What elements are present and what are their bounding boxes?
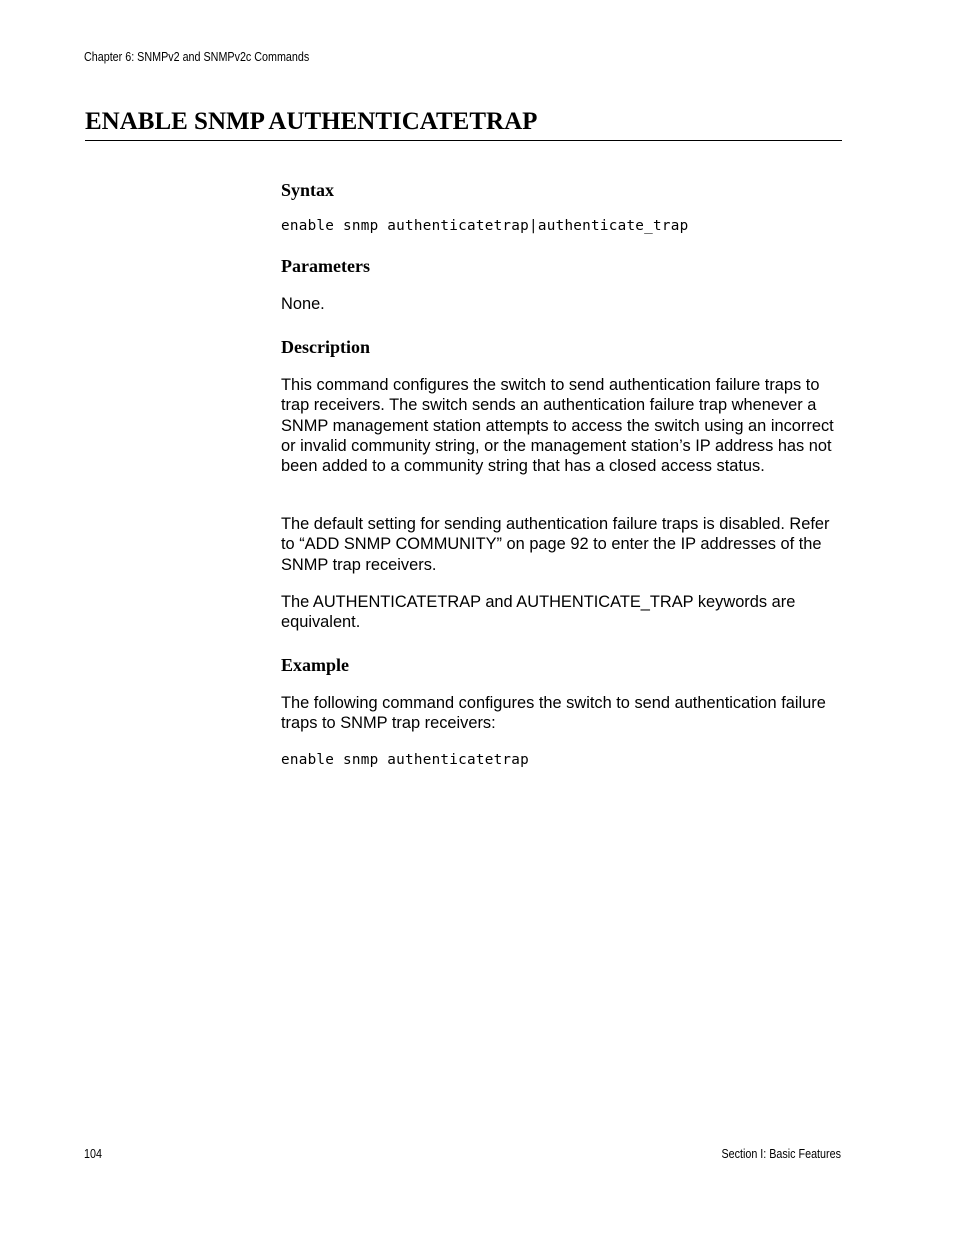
title-rule (85, 140, 842, 141)
parameters-text: None. (281, 295, 325, 313)
example-text: The following command configures the switch to send authentication failure traps to SNMP trap receivers: (281, 694, 826, 733)
description-paragraph-1: This command configures the switch to send authentication failure traps to trap receivers. The switch sends an authentication failure trap whenever a SNMP management station attempts to access the switch using an incorrect or invalid community string, or the management station’s IP address has not been added to a community string that has a closed access status. (281, 376, 834, 476)
syntax-heading: Syntax (281, 180, 335, 200)
footer-section: Section I: Basic Features (721, 1147, 841, 1161)
description-paragraph-3: The AUTHENTICATETRAP and AUTHENTICATE_TRAP keywords are equivalent. (281, 593, 796, 632)
example-code: enable snmp authenticatetrap (281, 752, 530, 768)
page-number: 104 (84, 1147, 102, 1161)
example-heading: Example (281, 655, 350, 675)
description-paragraph-2: The default setting for sending authentication failure traps is disabled. Refer to “ADD SNMP COMMUNITY” on page 92 to enter the IP addresses of the SNMP trap receivers. (281, 515, 830, 574)
running-header: Chapter 6: SNMPv2 and SNMPv2c Commands (84, 50, 310, 64)
syntax-code: enable snmp authenticatetrap|authenticate_trap (281, 218, 689, 234)
page-title: ENABLE SNMP AUTHENTICATETRAP (85, 108, 538, 135)
description-heading: Description (281, 337, 370, 357)
parameters-heading: Parameters (281, 256, 370, 276)
